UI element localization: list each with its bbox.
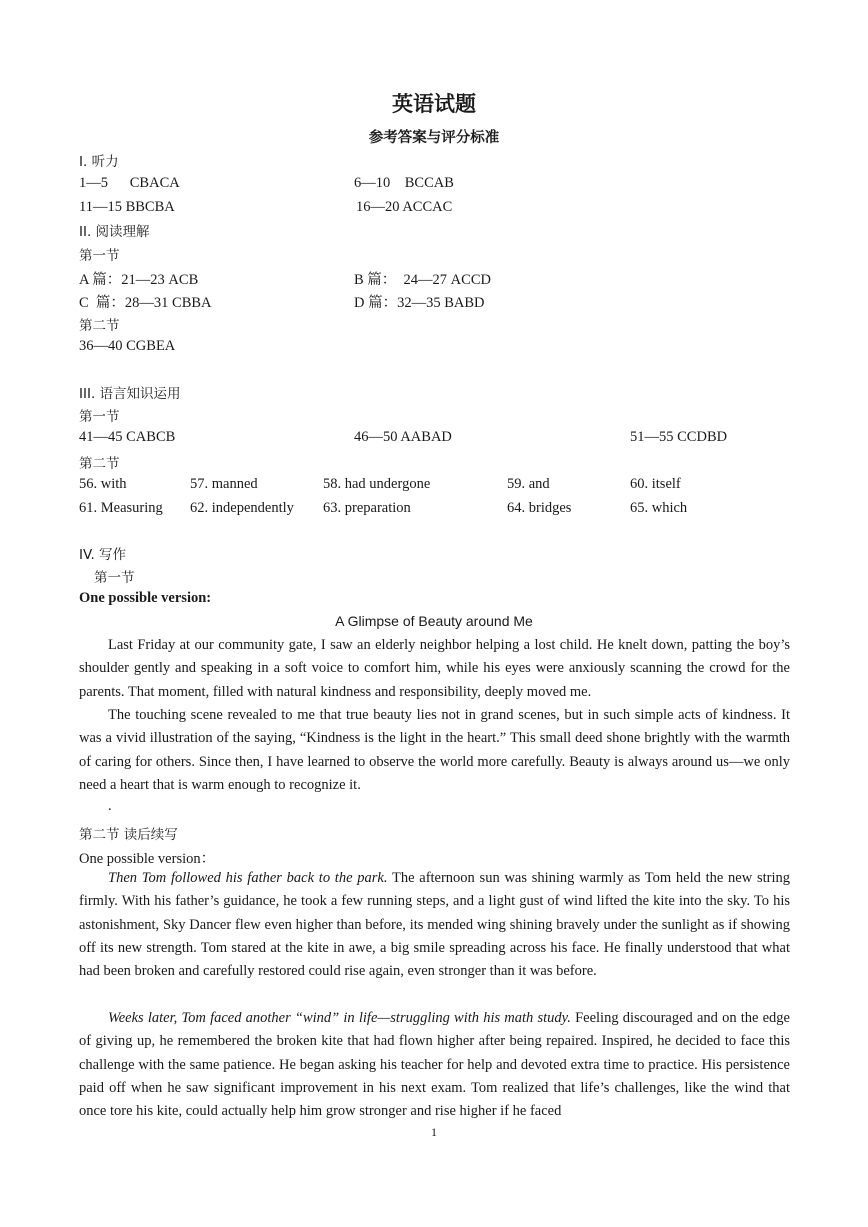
part-label: 第一节: [79, 248, 120, 264]
section-heading-language: III. 语言知识运用: [79, 386, 181, 402]
cloze-answer: 62. independently: [190, 500, 294, 516]
story-text: Feeling discouraged and on the edge of giving up, he remembered the broken kite that had flown higher after being repaired. Inspired, he decided to face this challenge with the same patience. He began asking his teacher for help and devoted extra time to practice. His persistence paid off when he saw significant improvement in his next exam. Tom realized that life’s challenges, like the wind that once tore his kite, could actually help him grow stronger and rise higher if he faced: [79, 1010, 790, 1120]
section-heading-writing: IV. 写作: [79, 547, 127, 563]
part-label: 第二节 读后续写: [79, 827, 178, 843]
cloze-answer: 60. itself: [630, 476, 681, 492]
answer-row: D 篇：32—35 BABD: [354, 295, 485, 311]
page-title: 英语试题: [392, 92, 476, 116]
cloze-answer: 59. and: [507, 476, 550, 492]
cloze-answer: 56. with: [79, 476, 127, 492]
story-opening-line: Then Tom followed his father back to the park.: [108, 870, 388, 886]
part-label: 第二节: [79, 318, 120, 334]
answer-row: 46—50 AABAD: [354, 429, 452, 445]
part-label: 第一节: [79, 409, 120, 425]
cloze-answer: 57. manned: [190, 476, 258, 492]
essay-title: A Glimpse of Beauty around Me: [335, 613, 533, 629]
page-number: 1: [431, 1125, 437, 1139]
answer-row: A 篇：21—23 ACB: [79, 272, 199, 288]
section-heading-listening: I. 听力: [79, 154, 119, 170]
story-opening-line: Weeks later, Tom faced another “wind” in life—struggling with his math study.: [108, 1010, 571, 1026]
cloze-answer: 64. bridges: [507, 500, 572, 516]
essay-paragraph: Last Friday at our community gate, I saw an elderly neighbor helping a lost child. He knelt down, patting the boy’s shoulder gently and speaking in a soft voice to comfort him, while his eyes were anxiously scanning the crowd for the parents. That moment, filled with natural kindness and responsibility, deeply moved me.: [79, 637, 790, 700]
section-heading-reading: II. 阅读理解: [79, 224, 150, 240]
story-paragraph: [79, 1007, 790, 1123]
answer-row: 41—45 CABCB: [79, 429, 176, 445]
cloze-answer: 65. which: [630, 500, 688, 516]
version-label: One possible version:: [79, 590, 212, 606]
answer-row: C 篇：28—31 CBBA: [79, 295, 212, 311]
cloze-answer: 61. Measuring: [79, 500, 163, 516]
answer-row: 51—55 CCDBD: [630, 429, 728, 445]
story-paragraph: [79, 867, 790, 983]
answer-row: 11—15 BBCBA: [79, 199, 175, 215]
answer-row: 36—40 CGBEA: [79, 338, 176, 354]
answer-row: 16—20 ACCAC: [356, 199, 453, 215]
cloze-answer: 63. preparation: [323, 500, 411, 516]
stray-dot: .: [108, 798, 112, 814]
page-subtitle: 参考答案与评分标准: [368, 130, 500, 146]
answer-row: 1—5 CBACA: [79, 175, 180, 191]
part-label: 第二节: [79, 456, 120, 472]
part-label: 第一节: [94, 570, 135, 586]
answer-row: B 篇： 24—27 ACCD: [354, 272, 491, 288]
essay-paragraph: The touching scene revealed to me that true beauty lies not in grand scenes, but in such simple acts of kindness. It was a vivid illustration of the saying, “Kindness is the light in the heart.” This small deed shone brightly with the warmth of caring for others. Since then, I have learned to observe the world more carefully. Beauty is always around us—we only need a heart that is warm enough to recognize it.: [79, 707, 790, 793]
story-text: The afternoon sun was shining warmly as Tom held the new string firmly. With his father’s guidance, he took a few running steps, and a light gust of wind lifted the kite into the sky. To his astonishment, Sky Dancer flew even higher than before, its mended wing shining bravely under the sunlight as if showing off its new strength. Tom stared at the kite in awe, a big smile spreading across his face. He finally understood that what had been broken and carefully restored could rise again, even stronger than it was before.: [79, 870, 790, 980]
answer-row: 6—10 BCCAB: [354, 175, 454, 191]
cloze-answer: 58. had undergone: [323, 476, 431, 492]
version-label: One possible version：: [79, 851, 216, 867]
